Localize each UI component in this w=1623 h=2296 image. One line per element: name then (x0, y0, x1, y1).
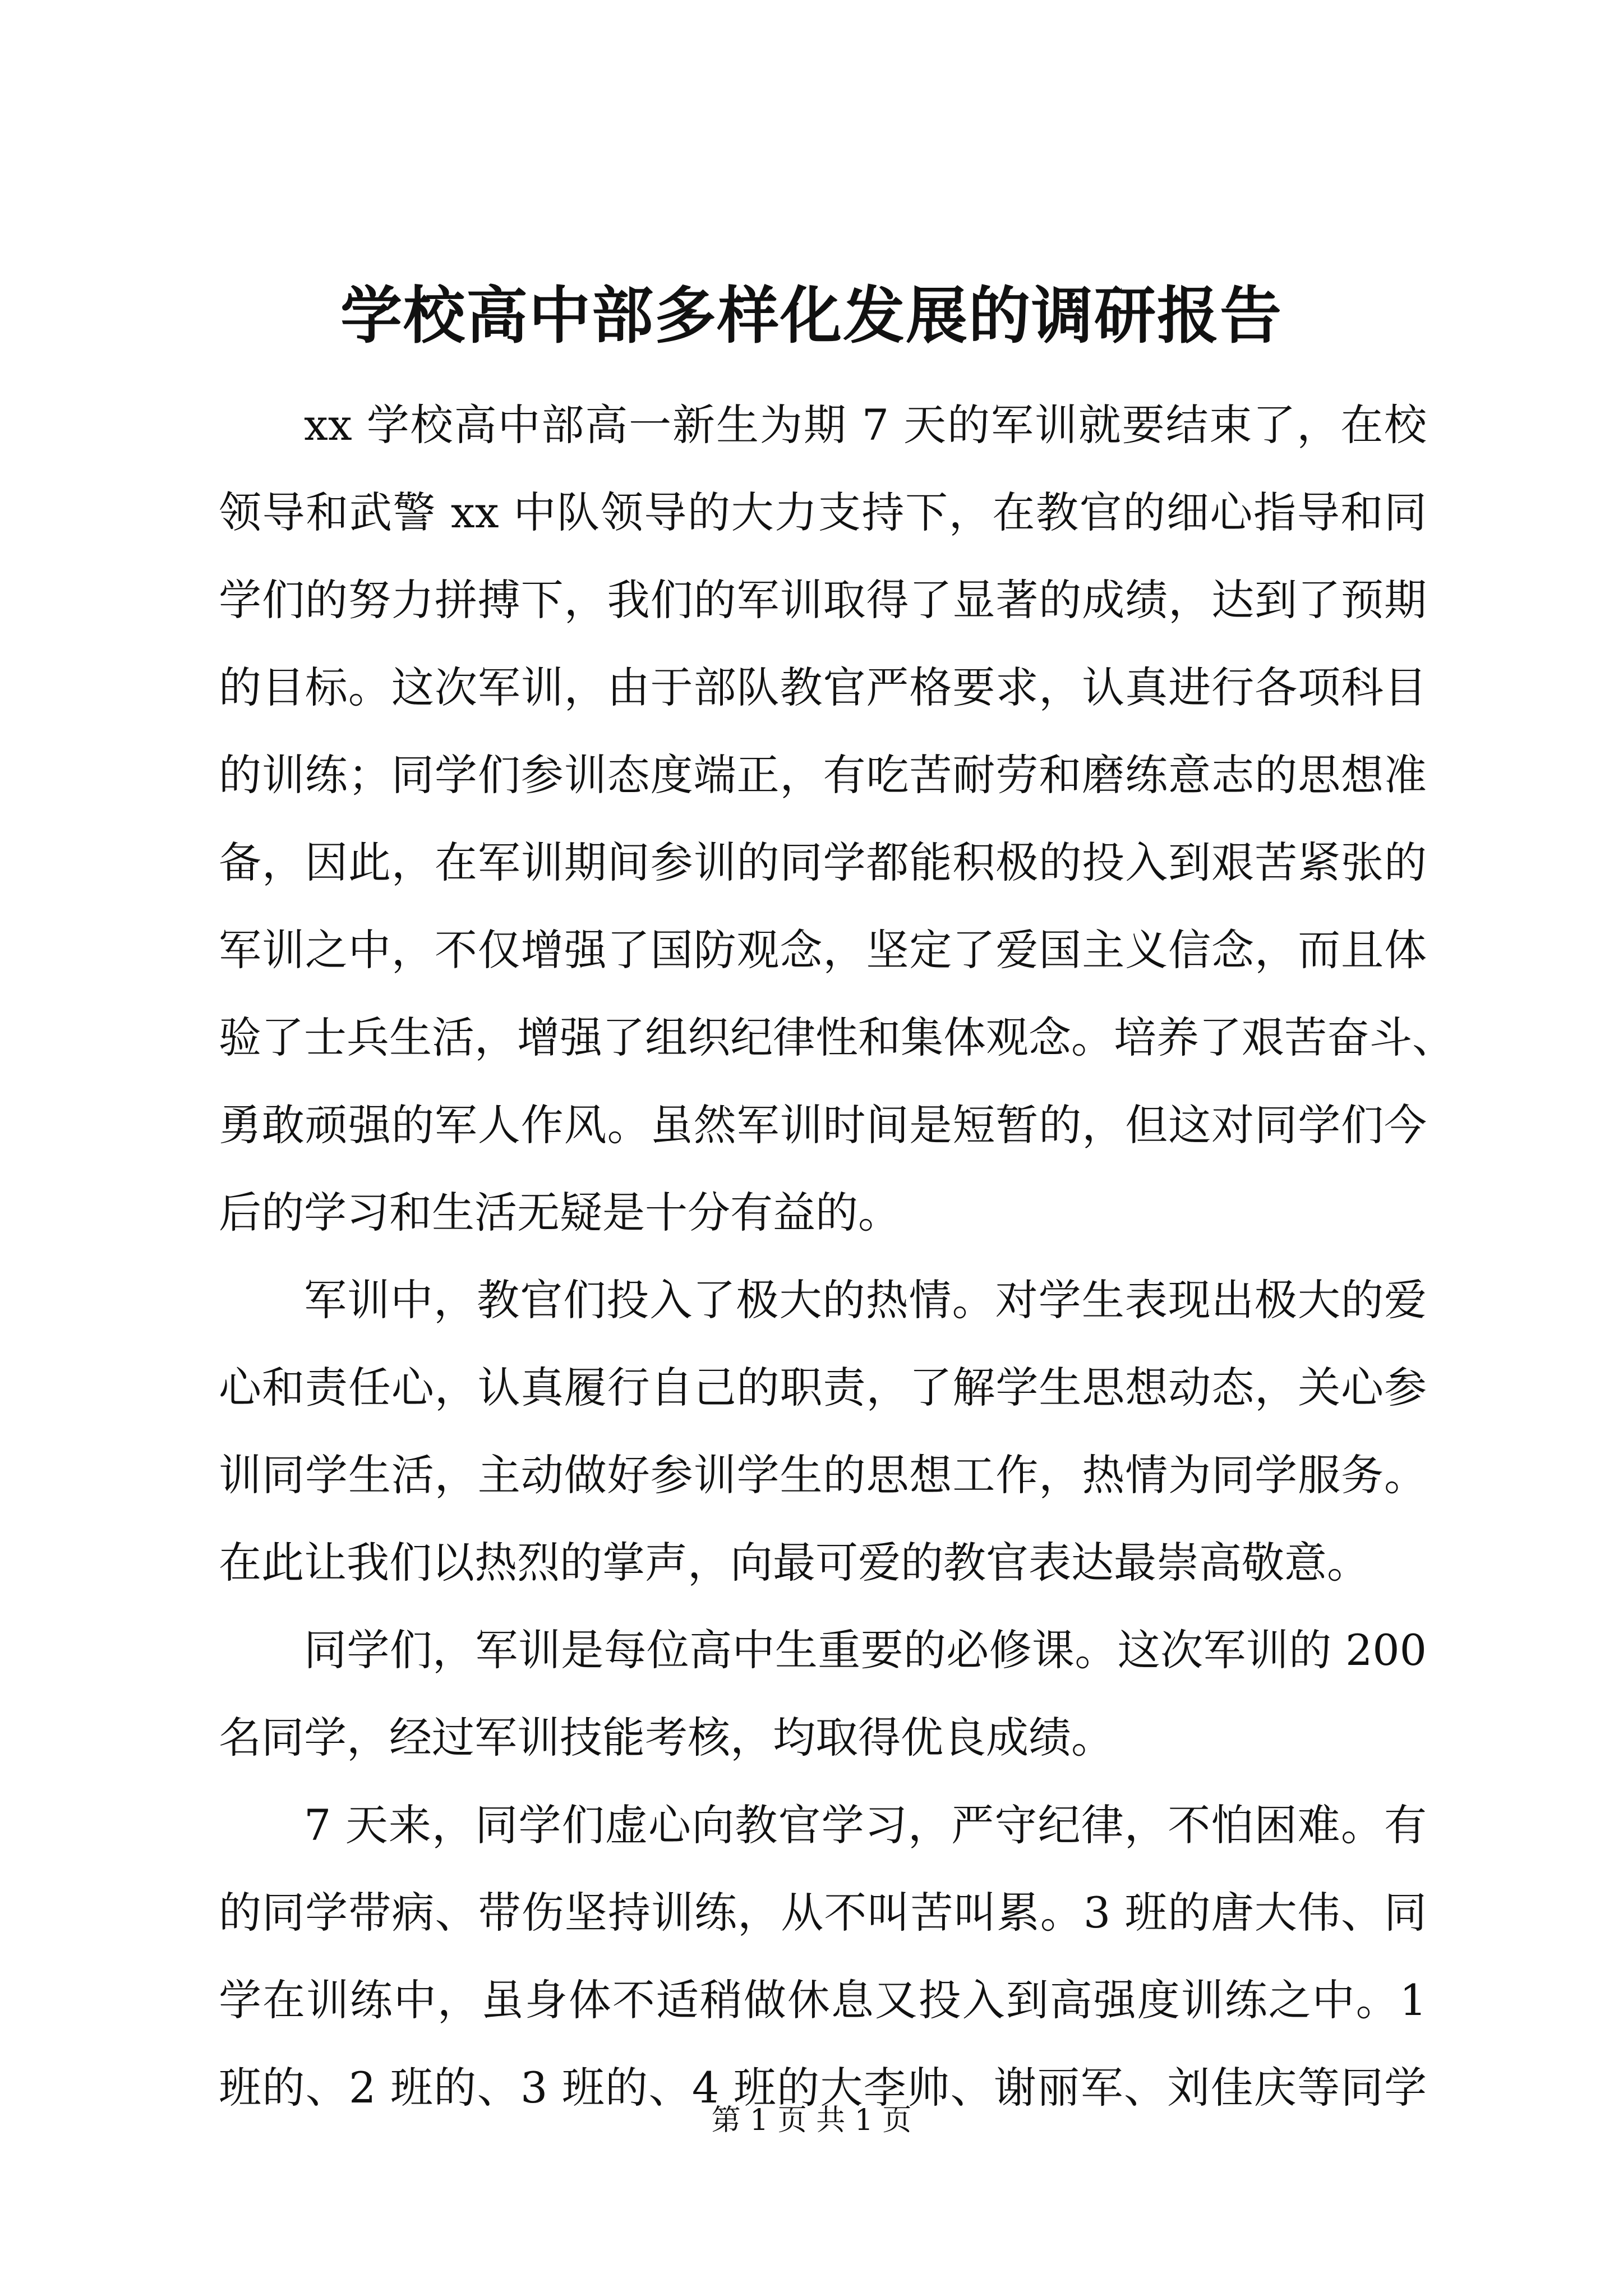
text-line: 学们的努力拼搏下，我们的军训取得了显著的成绩，达到了预期 (219, 575, 1427, 625)
text-line: 备，因此，在军训期间参训的同学都能积极的投入到艰苦紧张的 (219, 838, 1427, 887)
text-line: 学在训练中，虽身体不适稍做休息又投入到高强度训练之中。1 (219, 1975, 1427, 2025)
text-line: 军训之中，不仅增强了国防观念，坚定了爱国主义信念，而且体 (219, 925, 1427, 975)
document-body (219, 381, 1455, 2132)
text-line: 的训练；同学们参训态度端正，有吃苦耐劳和磨练意志的思想准 (219, 750, 1427, 800)
text-line: 训同学生活，主动做好参训学生的思想工作，热情为同学服务。 (219, 1450, 1427, 1500)
text-line: 验了士兵生活，增强了组织纪律性和集体观念。培养了艰苦奋斗、 (219, 1013, 1455, 1062)
text-line: 同学们，军训是每位高中生重要的必修课。这次军训的 200 (304, 1625, 1427, 1675)
text-line: 名同学，经过军训技能考核，均取得优良成绩。 (219, 1713, 1114, 1763)
text-line: 心和责任心，认真履行自己的职责，了解学生思想动态，关心参 (219, 1363, 1427, 1412)
text-line: xx 学校高中部高一新生为期 7 天的军训就要结束了，在校 (304, 400, 1427, 450)
text-line: 后的学习和生活无疑是十分有益的。 (219, 1188, 901, 1237)
text-line: 军训中，教官们投入了极大的热情。对学生表现出极大的爱 (304, 1275, 1427, 1325)
text-line: 班的、2 班的、3 班的、4 班的大李帅、谢丽军、刘佳庆等同学 (219, 2063, 1427, 2113)
page-footer: 第 1 页 共 1 页 (711, 2104, 912, 2137)
text-line: 的目标。这次军训，由于部队教官严格要求，认真进行各项科目 (219, 662, 1427, 712)
text-line: 的同学带病、带伤坚持训练，从不叫苦叫累。3 班的唐大伟、同 (219, 1888, 1427, 1938)
page-title: 学校高中部多样化发展的调研报告 (340, 279, 1283, 352)
text-line: 在此让我们以热烈的掌声，向最可爱的教官表达最崇高敬意。 (219, 1538, 1370, 1588)
text-line: 勇敢顽强的军人作风。虽然军训时间是短暂的，但这对同学们今 (219, 1100, 1427, 1150)
text-line: 领导和武警 xx 中队领导的大力支持下，在教官的细心指导和同 (219, 487, 1427, 537)
text-line: 7 天来，同学们虚心向教官学习，严守纪律，不怕困难。有 (304, 1800, 1427, 1850)
